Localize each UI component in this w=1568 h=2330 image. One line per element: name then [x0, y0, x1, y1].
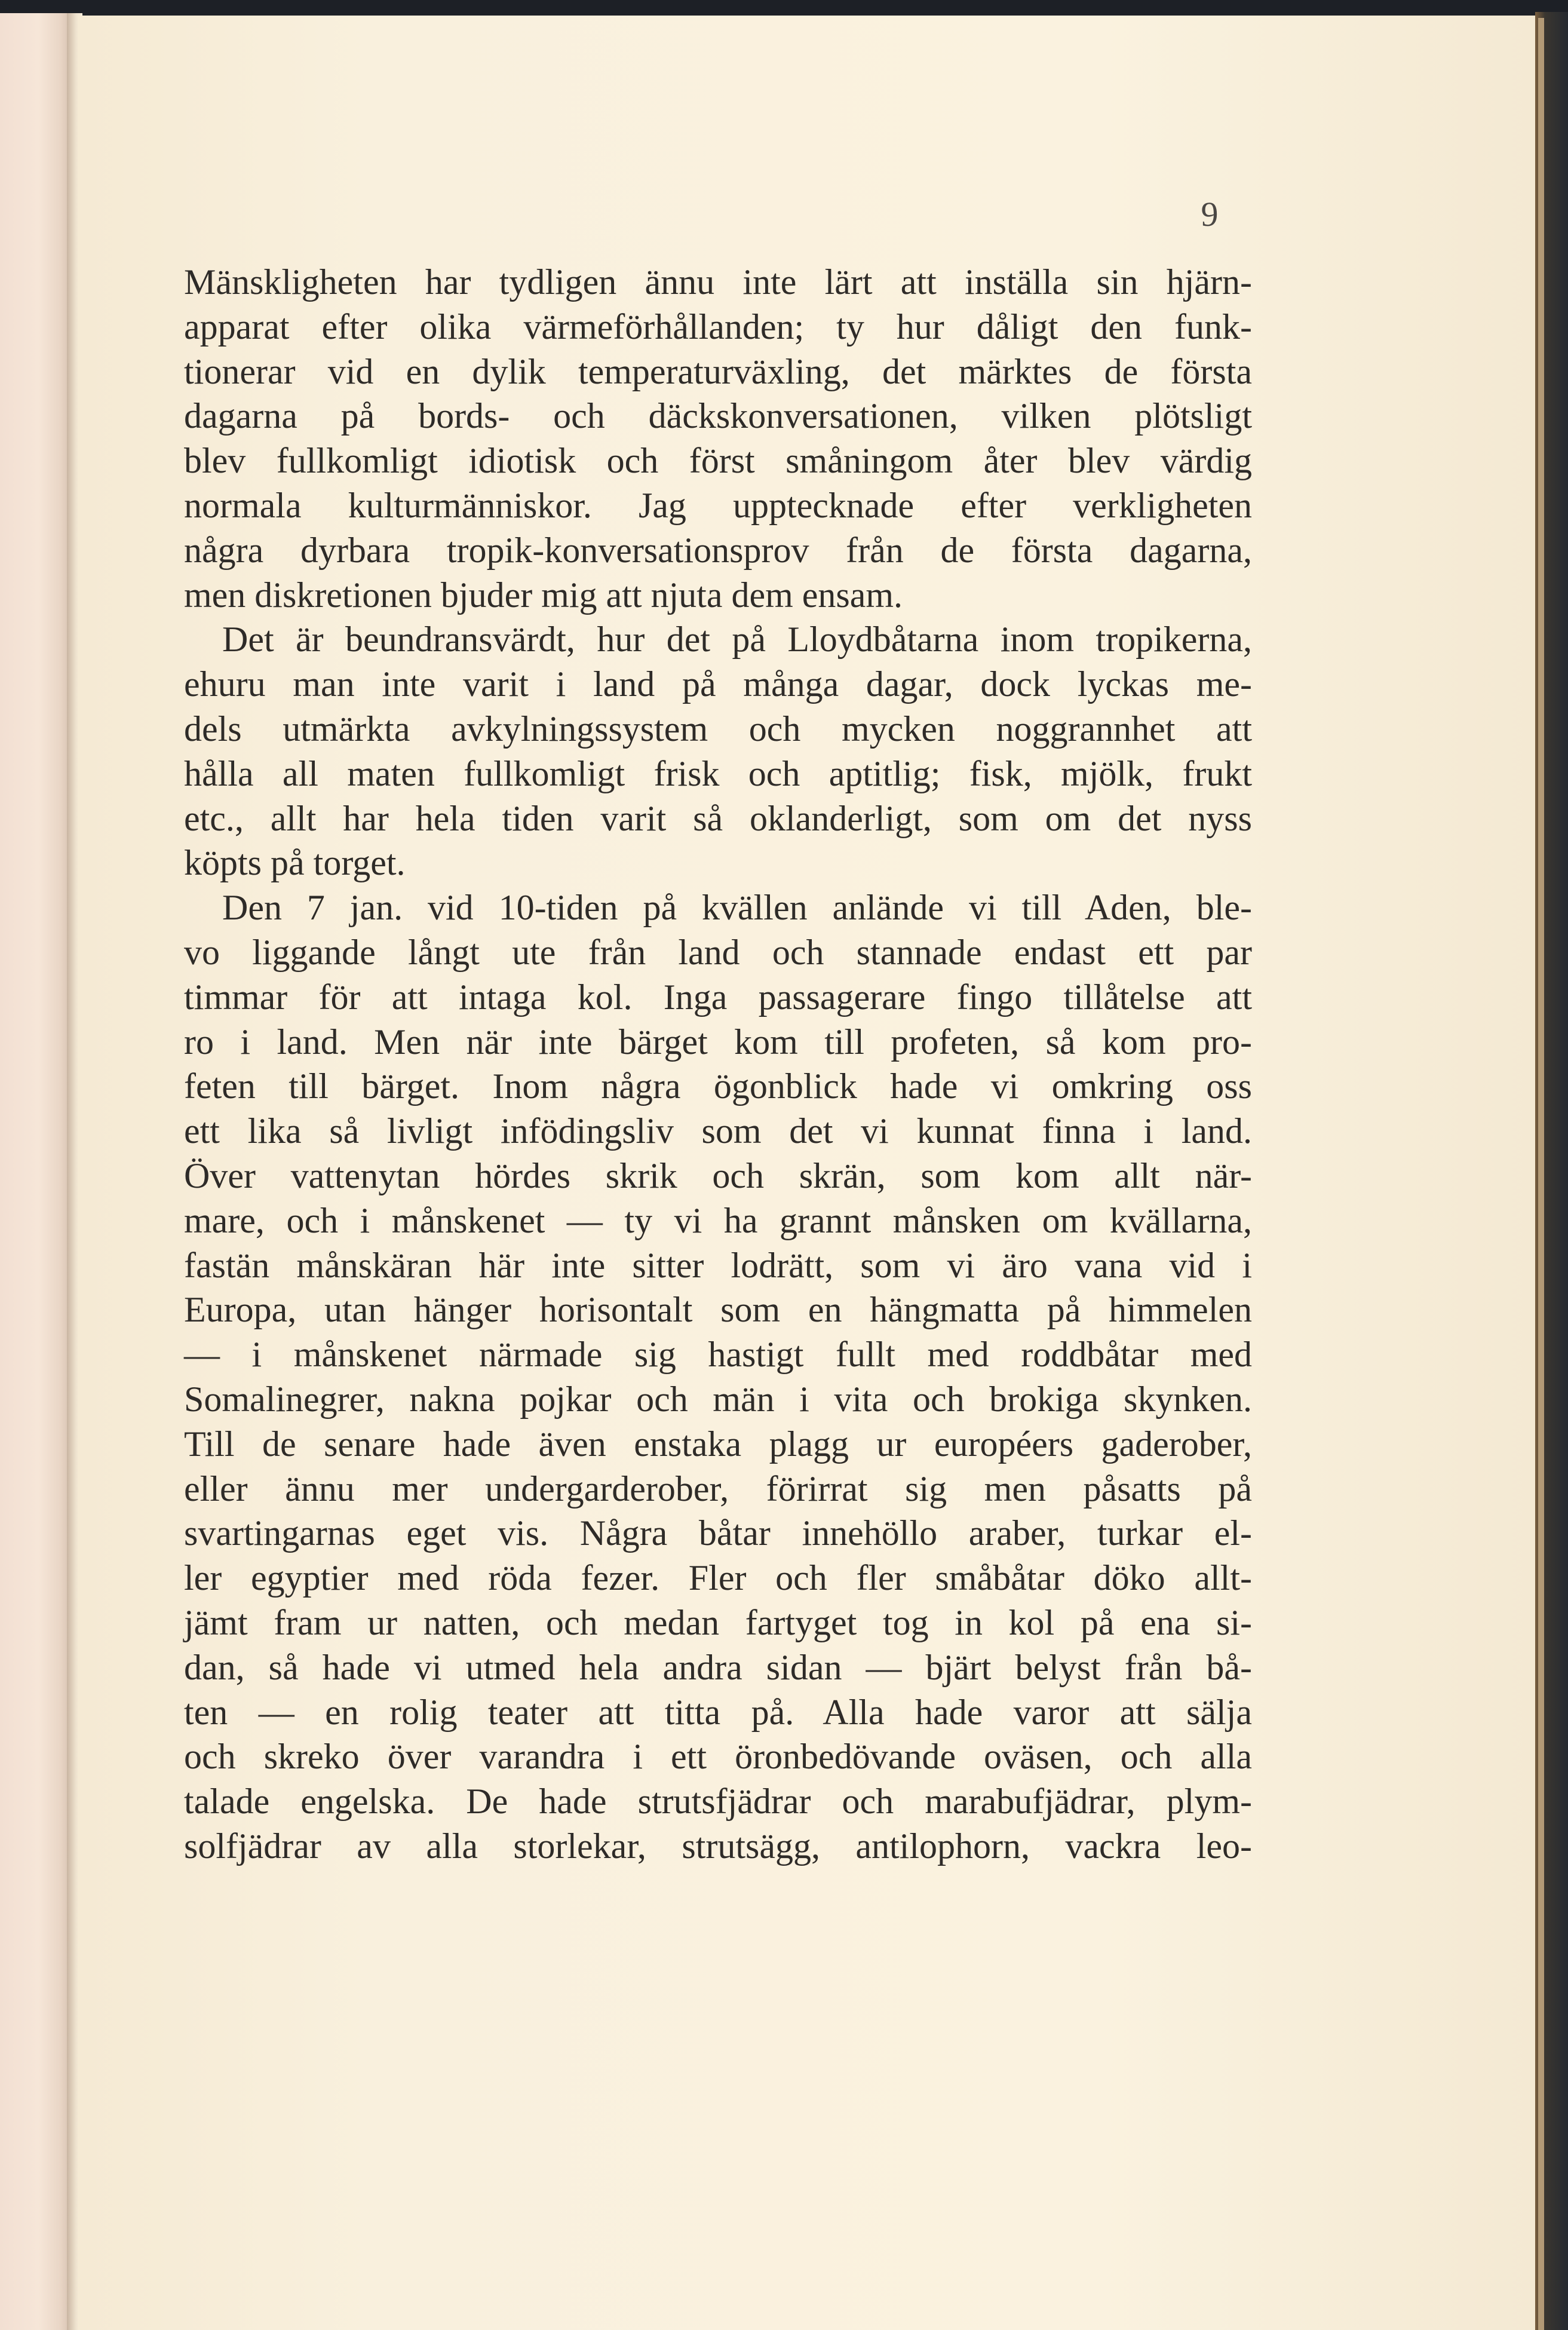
- text-line: talade engelska. De hade strutsfjädrar och marabufjädrar, plym-: [184, 1782, 1252, 1822]
- text-line: Den 7 jan. vid 10-tiden på kvällen anlände vi till Aden, ble-: [222, 888, 1252, 928]
- text-line: köpts på torget.: [184, 843, 406, 883]
- text-line: jämt fram ur natten, och medan fartyget tog in kol på ena si-: [184, 1602, 1252, 1642]
- book-cover-edge: [0, 0, 1568, 17]
- text-line: etc., allt har hela tiden varit så oklanderligt, som om det nyss: [184, 798, 1252, 838]
- text-line: tionerar vid en dylik temperaturväxling, det märktes de första: [184, 351, 1252, 391]
- text-line: och skreko över varandra i ett öronbedövande oväsen, och alla: [184, 1737, 1252, 1777]
- text-line: Över vattenytan hördes skrik och skrän, som kom allt när-: [184, 1155, 1252, 1195]
- text-line: blev fullkomligt idiotisk och först småningom åter blev värdig: [184, 441, 1252, 481]
- text-line: Mänskligheten har tydligen ännu inte lärt att inställa sin hjärn-: [184, 262, 1252, 302]
- text-line: svartingarnas eget vis. Några båtar innehöllo araber, turkar el-: [184, 1513, 1252, 1553]
- text-line: — i månskenet närmade sig hastigt fullt med roddbåtar med: [184, 1335, 1252, 1375]
- body-text: [184, 260, 1252, 1869]
- text-line: solfjädrar av alla storlekar, strutsägg, antilophorn, vackra leo-: [184, 1826, 1252, 1866]
- text-line: eller ännu mer undergarderober, förirrat sig men påsatts på: [184, 1468, 1252, 1509]
- text-line: normala kulturmänniskor. Jag upptecknade efter verkligheten: [184, 485, 1252, 525]
- page-edge-highlight: [1538, 18, 1544, 2330]
- text-line: ro i land. Men när inte bärget kom till profeten, så kom pro-: [184, 1022, 1252, 1062]
- text-line: dels utmärkta avkylningssystem och mycken noggrannhet att: [184, 709, 1252, 749]
- text-line: mare, och i månskenet — ty vi ha grannt månsken om kvällarna,: [184, 1200, 1252, 1240]
- text-line: men diskretionen bjuder mig att njuta dem ensam.: [184, 575, 903, 615]
- text-line: dan, så hade vi utmed hela andra sidan — bjärt belyst från bå-: [184, 1647, 1252, 1687]
- text-line: dagarna på bords- och däckskonversationen, vilken plötsligt: [184, 396, 1252, 436]
- text-line: hålla all maten fullkomligt frisk och aptitlig; fisk, mjölk, frukt: [184, 753, 1252, 793]
- text-line: fastän månskäran här inte sitter lodrätt, som vi äro vana vid i: [184, 1245, 1252, 1285]
- text-line: ler egyptier med röda fezer. Fler och fler småbåtar döko allt-: [184, 1558, 1252, 1598]
- text-line: Till de senare hade även enstaka plagg ur européers gaderober,: [184, 1424, 1252, 1464]
- text-line: några dyrbara tropik-konversationsprov från de första dagarna,: [184, 530, 1252, 570]
- left-facing-page: [0, 13, 70, 2330]
- text-line: ten — en rolig teater att titta på. Alla hade varor att sälja: [184, 1692, 1252, 1732]
- text-line: Somalinegrer, nakna pojkar och män i vita och brokiga skynken.: [184, 1379, 1252, 1419]
- text-line: Det är beundransvärdt, hur det på Lloydbåtarna inom tropikerna,: [222, 620, 1252, 660]
- text-line: timmar för att intaga kol. Inga passagerare fingo tillåtelse att: [184, 977, 1252, 1017]
- text-line: ehuru man inte varit i land på många dagar, dock lyckas me-: [184, 664, 1252, 704]
- text-line: apparat efter olika värmeförhållanden; ty hur dåligt den funk-: [184, 306, 1252, 347]
- text-line: vo liggande långt ute från land och stannade endast ett par: [184, 932, 1252, 972]
- page-number: 9: [1201, 195, 1219, 234]
- text-line: feten till bärget. Inom några ögonblick hade vi omkring oss: [184, 1066, 1252, 1106]
- text-line: ett lika så livligt infödingsliv som det vi kunnat finna i land.: [184, 1111, 1252, 1151]
- text-line: Europa, utan hänger horisontalt som en hängmatta på himmelen: [184, 1290, 1252, 1330]
